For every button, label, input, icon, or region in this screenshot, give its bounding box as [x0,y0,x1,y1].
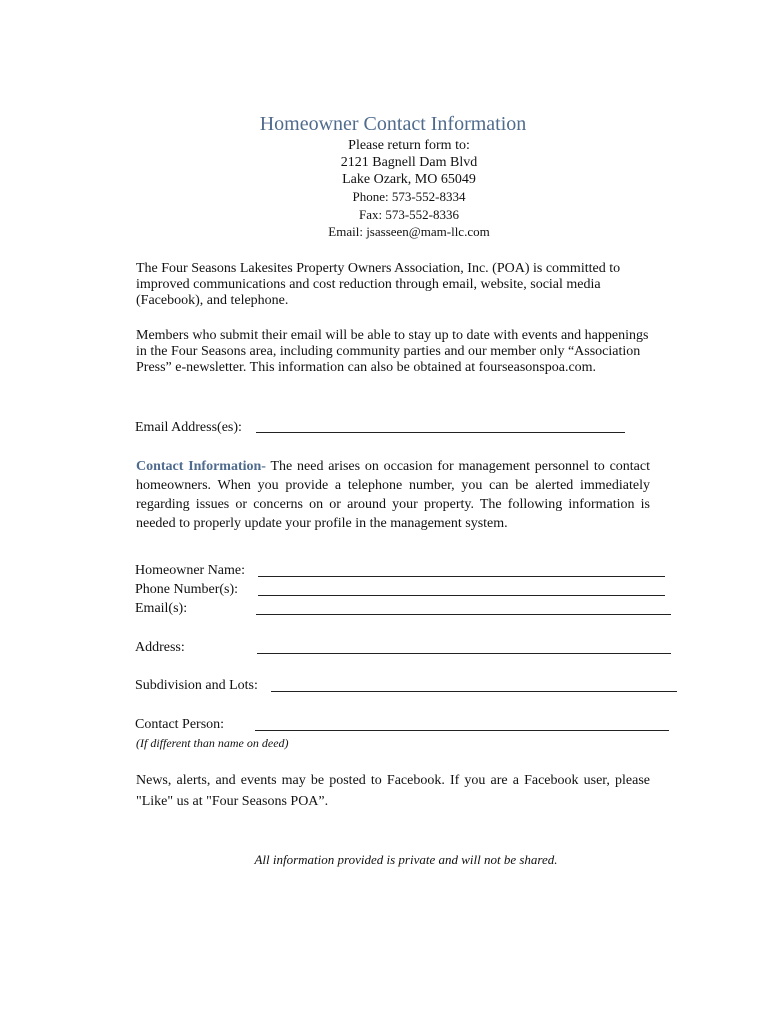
contact-person-line[interactable] [255,730,669,731]
homeowner-name-line[interactable] [258,576,665,577]
phone-number: Phone: 573-552-8334 [352,189,466,204]
fax-number: Fax: 573-552-8336 [358,207,460,222]
contact-person-label: Contact Person: [135,717,225,732]
address-label: Address: [135,640,185,655]
contact-info-heading: Contact Information- [136,459,266,474]
emails-label: Email(s): [135,601,188,616]
emails-line[interactable] [256,614,671,615]
contact-person-note: (If different than name on deed) [136,736,289,750]
street-address: 2121 Bagnell Dam Blvd [340,155,478,170]
contact-info-text: The need arises on occasion for management personnel to contact homeowners. When you provide a telephone number, you can be alerted immediately regarding issues or concerns on or around your property. The following information is needed to properly update your profile in the management system. [136,459,650,531]
facebook-paragraph: News, alerts, and events may be posted to Facebook. If you are a Facebook user, please "Like" us at "Four Seasons POA”. [136,773,650,809]
intro-paragraph: The Four Seasons Lakesites Property Owners Association, Inc. (POA) is committed to improved communications and cost reduction through email, website, social media (Facebook), and telephone. [136,261,621,308]
contact-email: Email: jsasseen@mam-llc.com [328,224,490,239]
email-address-label: Email Address(es): [135,420,242,435]
city-address: Lake Ozark, MO 65049 [342,172,476,187]
privacy-note: All information provided is private and will not be shared. [254,852,558,867]
return-label: Please return form to: [348,138,470,153]
contact-info-paragraph [136,457,650,533]
phone-numbers-label: Phone Number(s): [135,582,239,597]
subdivision-label: Subdivision and Lots: [135,678,258,693]
newsletter-paragraph: Members who submit their email will be able to stay up to date with events and happenings in the Four Seasons area, including community parties and our member only “Association Press” e-newsletter. This information can also be obtained at fourseasonspoa.com. [136,328,649,375]
page-title: Homeowner Contact Information [259,113,527,135]
subdivision-line[interactable] [271,691,677,692]
phone-numbers-line[interactable] [258,595,665,596]
email-address-line[interactable] [256,432,625,433]
address-line[interactable] [257,653,671,654]
homeowner-name-label: Homeowner Name: [135,563,246,578]
